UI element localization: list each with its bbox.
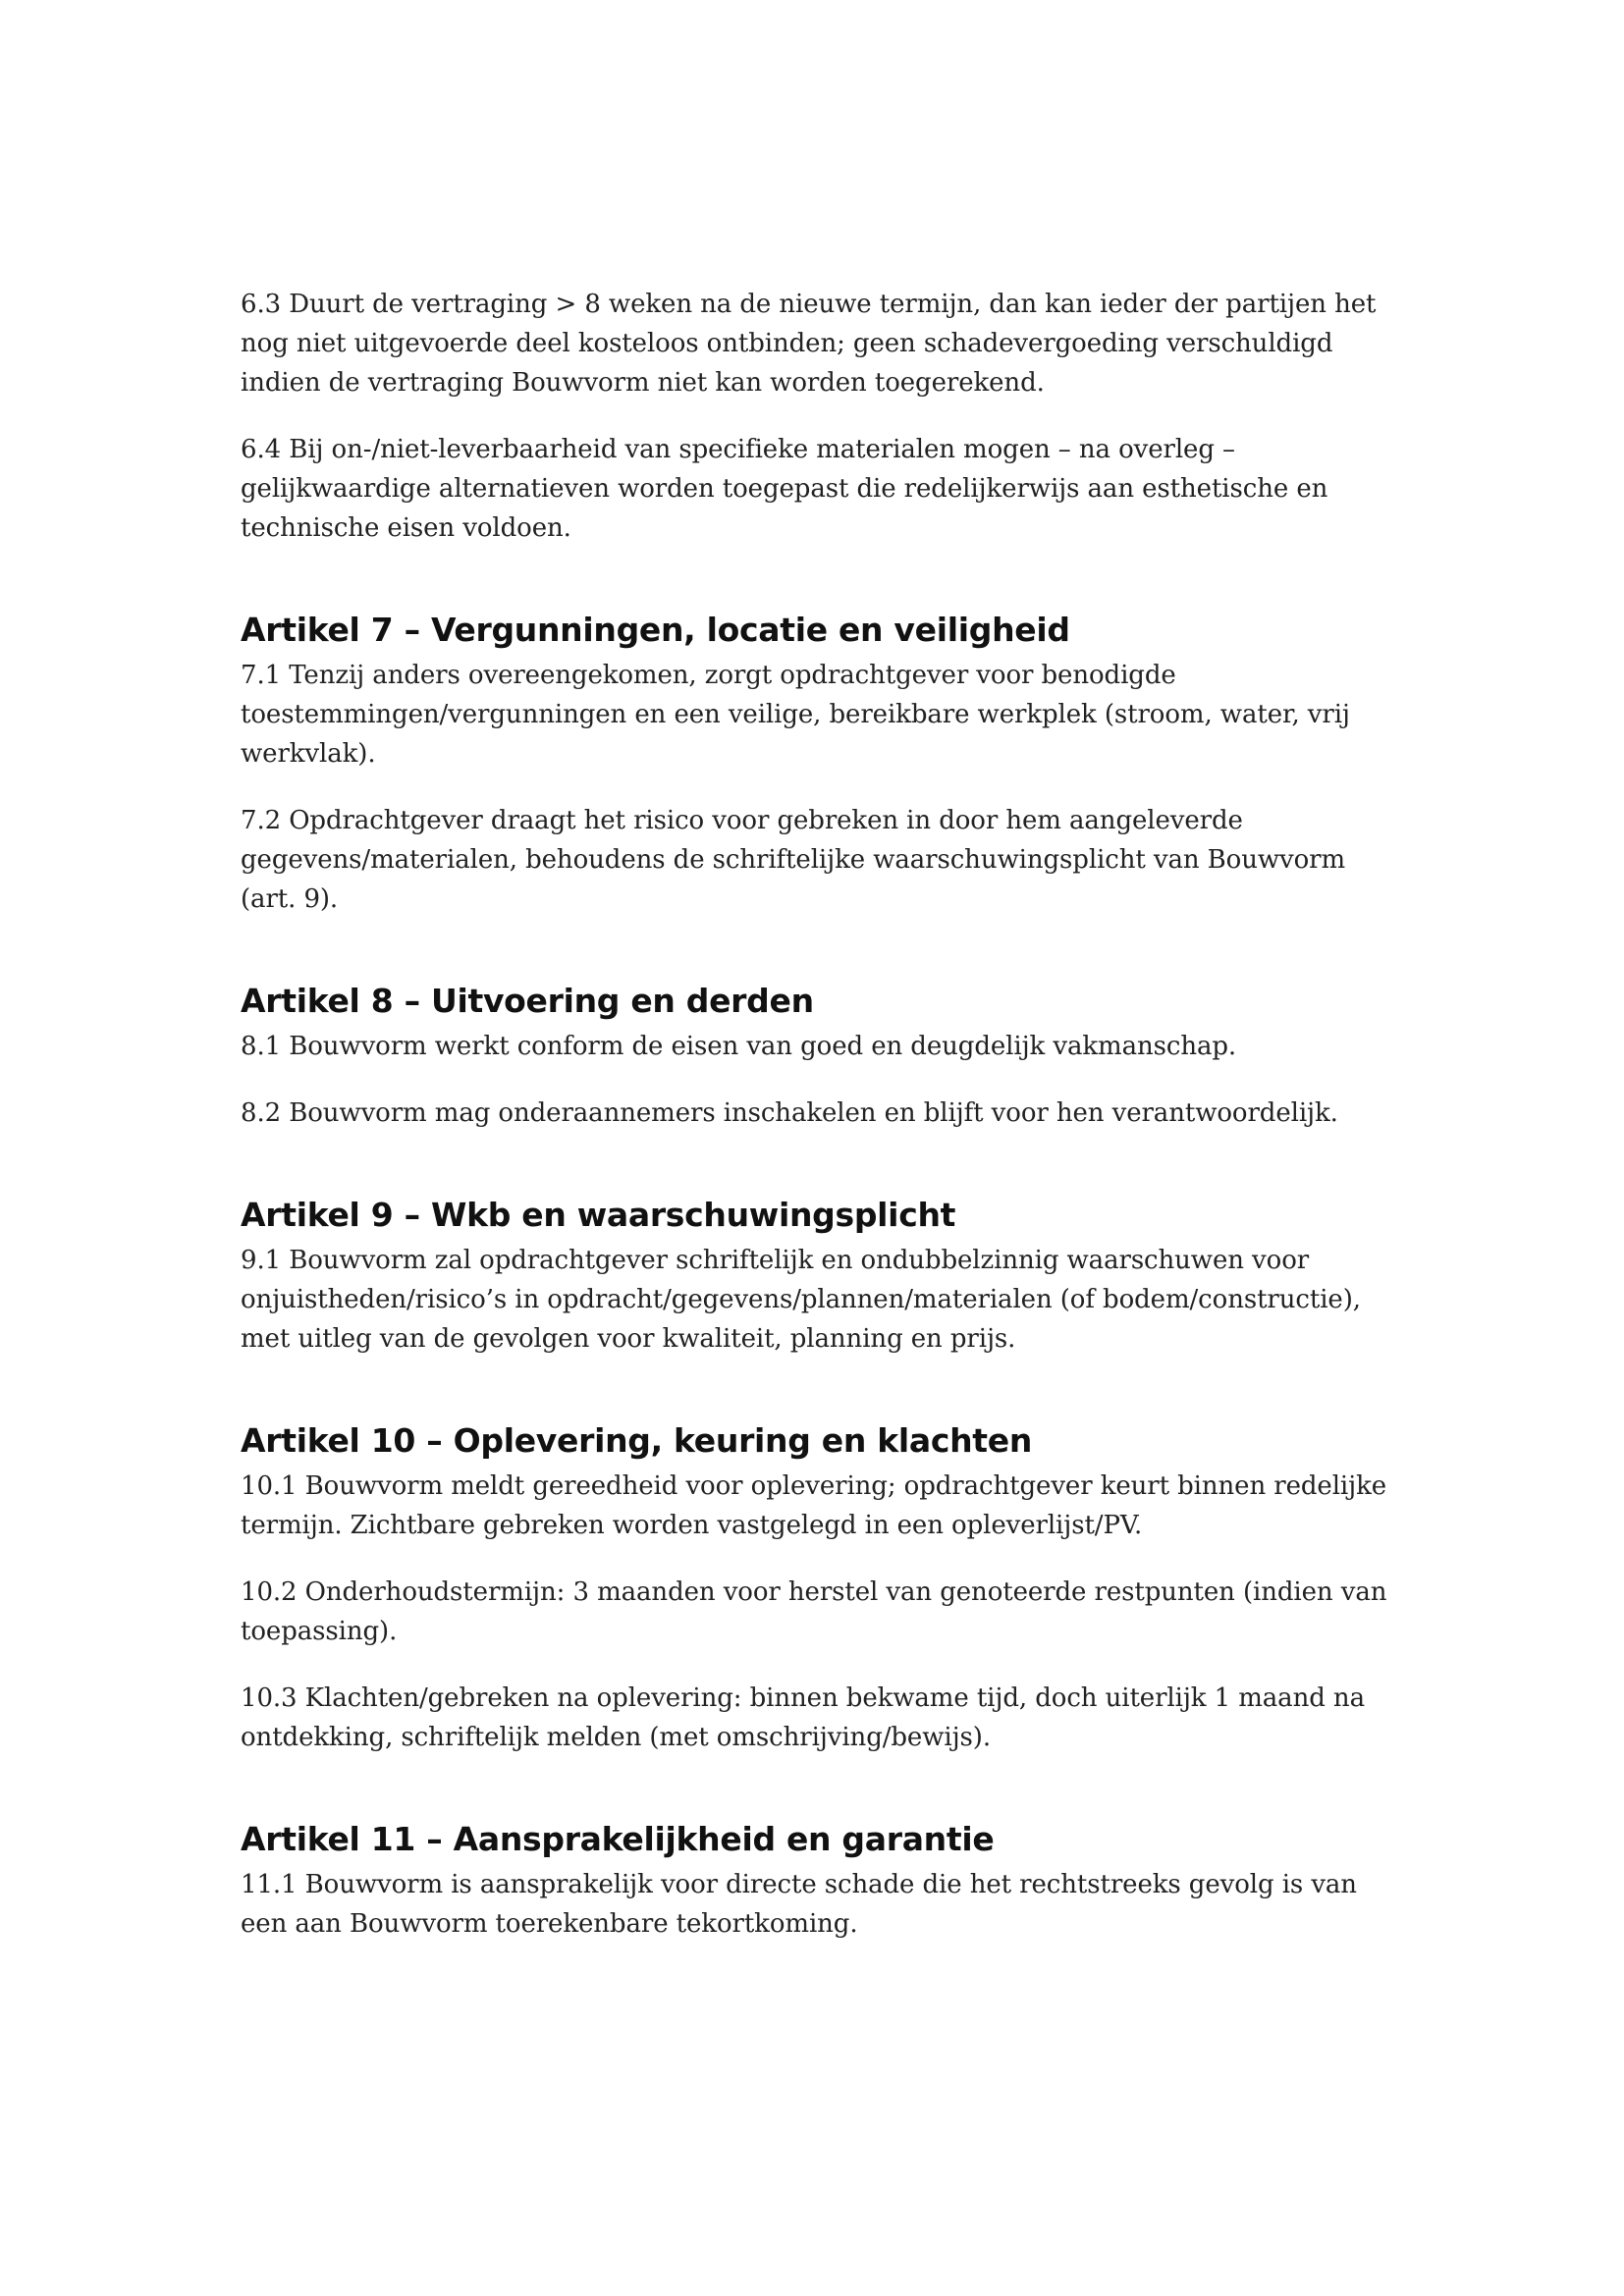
section-artikel-9 [241,1194,1399,1359]
paragraph-9-1: 9.1 Bouwvorm zal opdrachtgever schriftelijk en ondubbelzinnig waarschuwen voor onjuistheden/risico’s in opdracht/gegevens/plannen/materialen (of bodem/constructie), met uitleg van de gevolgen voor kwaliteit, planning en prijs. [241,1246,1361,1354]
section-artikel-8 [241,980,1399,1133]
paragraph-7-2: 7.2 Opdrachtgever draagt het risico voor gebreken in door hem aangeleverde gegevens/materialen, behoudens de schriftelijke waarschuwingsplicht van Bouwvorm (art. 9). [241,806,1346,914]
heading-artikel-10: Artikel 10 – Oplevering, keuring en klachten [241,1421,1033,1460]
paragraph-10-1: 10.1 Bouwvorm meldt gereedheid voor oplevering; opdrachtgever keurt binnen redelijke termijn. Zichtbare gebreken worden vastgelegd in een opleverlijst/PV. [241,1471,1387,1540]
paragraph-6-4: 6.4 Bij on-/niet-leverbaarheid van specifieke materialen mogen – na overleg – gelijkwaardige alternatieven worden toegepast die redelijkerwijs aan esthetische en technische eisen voldoen. [241,435,1328,543]
heading-artikel-9: Artikel 9 – Wkb en waarschuwingsplicht [241,1196,956,1234]
paragraph-8-2: 8.2 Bouwvorm mag onderaannemers inschakelen en blijft voor hen verantwoordelijk. [241,1098,1338,1128]
section-artikel-10 [241,1419,1399,1757]
heading-artikel-7: Artikel 7 – Vergunningen, locatie en veiligheid [241,611,1070,649]
paragraph-10-2: 10.2 Onderhoudstermijn: 3 maanden voor herstel van genoteerde restpunten (indien van toepassing). [241,1577,1387,1646]
paragraph-11-1: 11.1 Bouwvorm is aansprakelijk voor directe schade die het rechtstreeks gevolg is van een aan Bouwvorm toerekenbare tekortkoming. [241,1870,1357,1939]
paragraph-7-1: 7.1 Tenzij anders overeengekomen, zorgt opdrachtgever voor benodigde toestemmingen/vergunningen en een veilige, bereikbare werkplek (stroom, water, vrij werkvlak). [241,661,1350,769]
paragraph-10-3: 10.3 Klachten/gebreken na oplevering: binnen bekwame tijd, doch uiterlijk 1 maand na ontdekking, schriftelijk melden (met omschrijving/bewijs). [241,1683,1365,1752]
heading-artikel-8: Artikel 8 – Uitvoering en derden [241,982,814,1020]
section-artikel-11 [241,1818,1399,1944]
intro-block [241,285,1399,548]
paragraph-8-1: 8.1 Bouwvorm werkt conform de eisen van goed en deugdelijk vakmanschap. [241,1032,1237,1061]
document-body [241,285,1399,1944]
paragraph-6-3: 6.3 Duurt de vertraging > 8 weken na de nieuwe termijn, dan kan ieder der partijen het nog niet uitgevoerde deel kosteloos ontbinden; geen schadevergoeding verschuldigd indien de vertraging Bouwvorm niet kan worden toegerekend. [241,290,1377,398]
heading-artikel-11: Artikel 11 – Aansprakelijkheid en garantie [241,1820,995,1858]
section-artikel-7 [241,609,1399,919]
